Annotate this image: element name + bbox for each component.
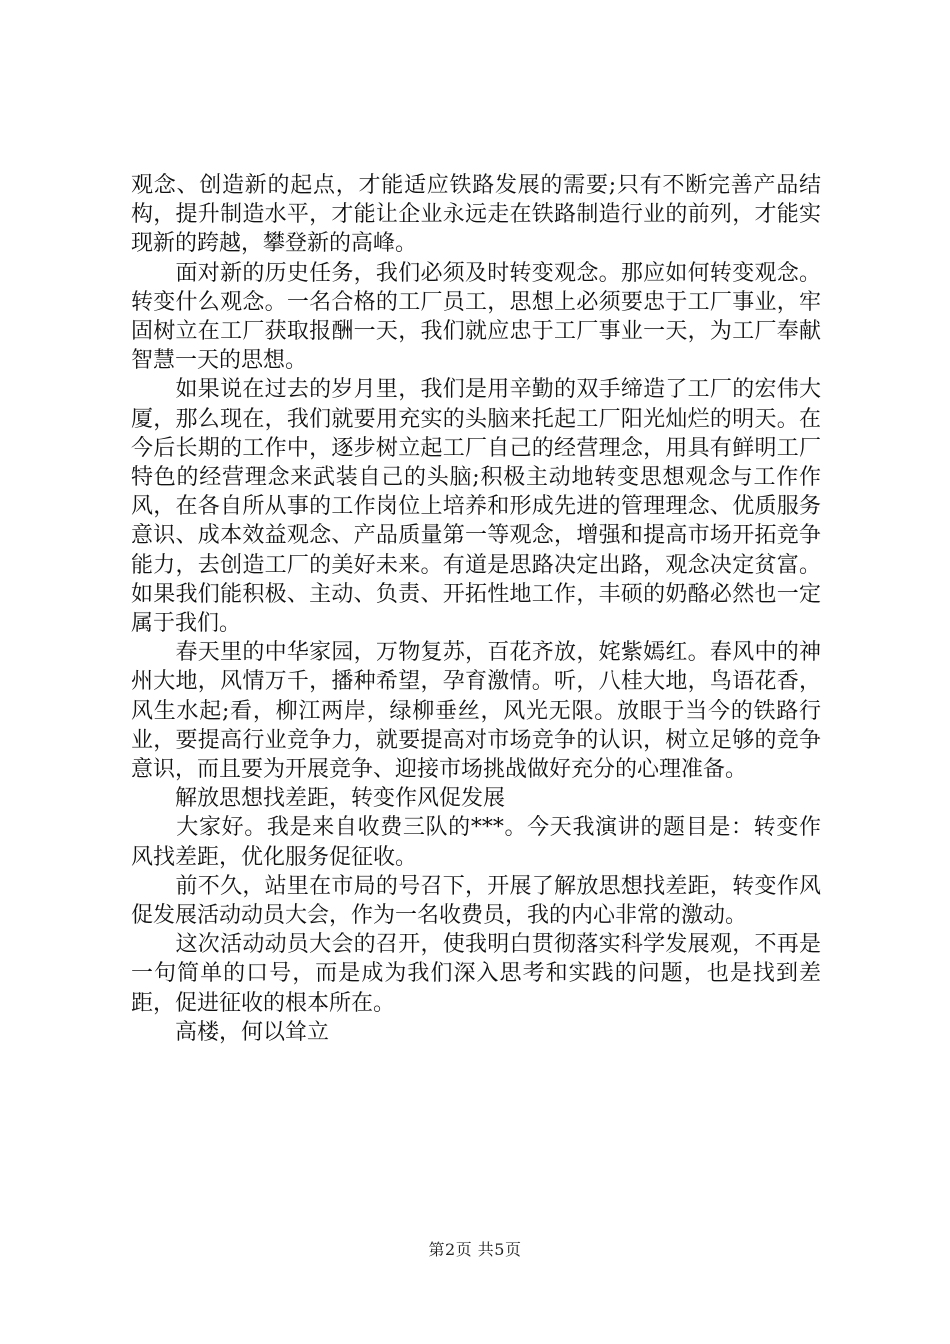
paragraph-7: 这次活动动员大会的召开，使我明白贯彻落实科学发展观，不再是一句简单的口号，而是成为我们深入思考和实践的问题，也是找到差距，促进征收的根本所在。 (131, 932, 821, 1016)
page-footer: 第2页 共5页 (428, 1240, 522, 1259)
paragraph-2: 面对新的历史任务，我们必须及时转变观念。那应如何转变观念。转变什么观念。一名合格的工厂员工，思想上必须要忠于工厂事业，牢固树立在工厂获取报酬一天，我们就应忠于工厂事业一天，为工厂奉献智慧一天的思想。 (131, 260, 821, 374)
paragraph-1: 观念、创造新的起点，才能适应铁路发展的需要;只有不断完善产品结构，提升制造水平，才能让企业永远走在铁路制造行业的前列，才能实现新的跨越，攀登新的高峰。 (131, 173, 821, 257)
document-body (131, 171, 821, 1047)
paragraph-5: 大家好。我是来自收费三队的***。今天我演讲的题目是：转变作风找差距，优化服务促征收。 (131, 815, 821, 870)
paragraph-3: 如果说在过去的岁月里，我们是用辛勤的双手缔造了工厂的宏伟大厦，那么现在，我们就要用充实的头脑来托起工厂阳光灿烂的明天。在今后长期的工作中，逐步树立起工厂自己的经营理念，用具有鲜明工厂特色的经营理念来武装自己的头脑;积极主动地转变思想观念与工作作风，在各自所从事的工作岗位上培养和形成先进的管理理念、优质服务意识、成本效益观念、产品质量第一等观念，增强和提高市场开拓竞争能力，去创造工厂的美好未来。有道是思路决定出路，观念决定贫富。如果我们能积极、主动、负责、开拓性地工作，丰硕的奶酪必然也一定属于我们。 (131, 377, 821, 637)
section-heading: 解放思想找差距，转变作风促发展 (131, 786, 506, 812)
paragraph-6: 前不久，站里在市局的号召下，开展了解放思想找差距，转变作风促发展活动动员大会，作为一名收费员，我的内心非常的激动。 (131, 873, 821, 929)
paragraph-4: 春天里的中华家园，万物复苏，百花齐放，姹紫嫣红。春风中的神州大地，风情万千，播种希望，孕育激情。听，八桂大地，鸟语花香，风生水起;看，柳江两岸，绿柳垂丝，风光无限。放眼于当今的铁路行业，要提高行业竞争力，就要提高对市场竞争的认识，树立足够的竞争意识，而且要为开展竞争、迎接市场挑战做好充分的心理准备。 (131, 640, 821, 783)
paragraph-8: 高楼，何以耸立 (131, 1019, 330, 1045)
